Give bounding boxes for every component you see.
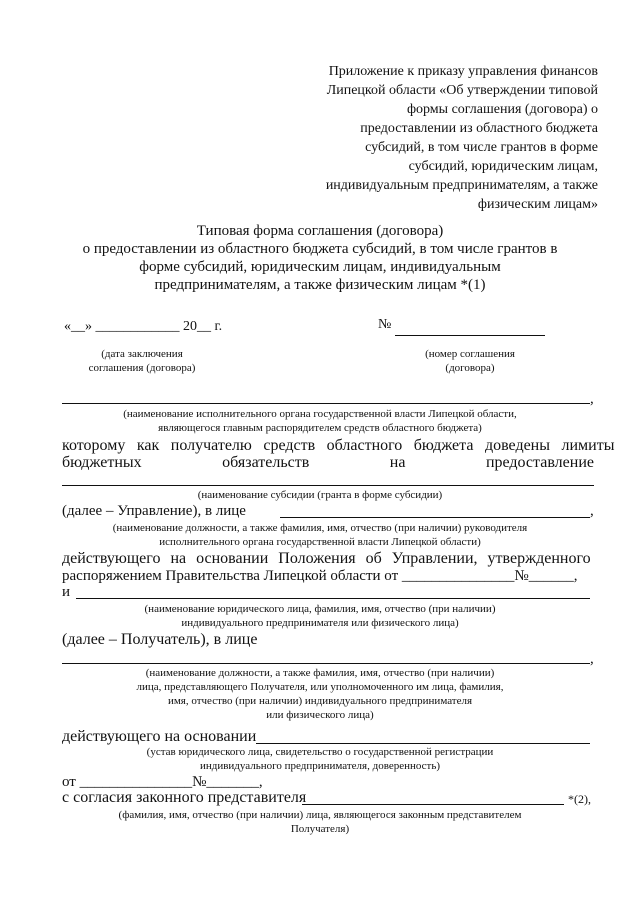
consent-note: *(2),	[568, 792, 591, 806]
consent-caption: (фамилия, имя, отчество (при наличии) лица, являющегося законным представителем Получателя)	[118, 809, 522, 835]
consent-text: с согласия законного представителя	[62, 789, 307, 806]
recipient-caption: (наименование должности, а также фамилия, имя, отчество (при наличии) лица, представляющего Получателя, или уполномоченного им лица, фамилия, имя, отчество (при наличии) индивидуального предпринимателя или физического лица)	[136, 667, 504, 721]
limits-line-1: которому как получателю средств областного бюджета доведены лимиты	[62, 437, 615, 454]
acting-text: действующего на основании	[62, 728, 257, 745]
management-field-line	[280, 517, 590, 518]
basis-line-1: действующего на основании Положения об Управлении, утвержденного	[62, 550, 591, 567]
basis-line-2: распоряжением Правительства Липецкой области от _______________№______,	[62, 568, 578, 584]
date-field	[64, 318, 222, 336]
recipient-field-line	[62, 663, 590, 664]
title-line: о предоставлении из областного бюджета субсидий, в том числе грантов в	[82, 241, 558, 257]
number-field-line	[395, 335, 545, 336]
recipient-trailing: ,	[590, 651, 594, 667]
annex-line: предоставлении из областного бюджета	[360, 121, 598, 136]
party-field-line	[76, 598, 590, 599]
number-caption: (номер соглашения (договора)	[425, 348, 515, 374]
subsidy-caption: (наименование субсидии (гранта в форме субсидии)	[197, 489, 443, 501]
date-caption: (дата заключения соглашения (договора)	[88, 348, 196, 374]
subsidy-field-line	[62, 485, 594, 486]
from-line: от _______________№_______,	[62, 774, 263, 790]
date-year: 20__ г.	[183, 319, 223, 334]
document-title	[0, 222, 640, 294]
title-line: Типовая форма соглашения (договора)	[196, 223, 444, 239]
date-day: «__»	[64, 319, 92, 334]
annex-line: Липецкой области «Об утверждении типовой	[326, 83, 598, 98]
annex-line: физическим лицам»	[477, 197, 598, 212]
annex-line: индивидуальным предпринимателям, а также	[325, 178, 598, 193]
annex-line: формы соглашения (договора) о	[406, 102, 598, 117]
management-caption: (наименование должности, а также фамилия, имя, отчество (при наличии) руководителя исполнительного органа государственной власти Липецкой области)	[112, 522, 528, 548]
authority-field-line	[62, 403, 590, 404]
limits-line-2: бюджетных обязательств на предоставление	[62, 454, 594, 471]
and-text: и	[62, 584, 71, 600]
title-line: форме субсидий, юридическим лицам, индивидуальным	[139, 259, 501, 275]
party-caption: (наименование юридического лица, фамилия, имя, отчество (при наличии) индивидуального предпринимателя или физического лица)	[144, 603, 496, 629]
annex-block	[326, 62, 598, 214]
acting-caption: (устав юридического лица, свидетельство о государственной регистрации индивидуального предпринимателя, доверенность)	[146, 746, 494, 772]
acting-field-line	[256, 743, 590, 744]
management-text: (далее – Управление), в лице	[62, 503, 246, 519]
title-line: предпринимателям, а также физическим лицам *(1)	[154, 277, 486, 293]
annex-line: Приложение к приказу управления финансов	[328, 64, 598, 79]
recipient-text: (далее – Получатель), в лице	[62, 631, 258, 648]
annex-line: субсидий, юридическим лицам,	[408, 159, 598, 174]
authority-trailing: ,	[590, 391, 594, 407]
annex-line: субсидий, в том числе грантов в форме	[365, 140, 598, 155]
number-sign: №	[378, 317, 392, 332]
management-trailing: ,	[590, 503, 594, 519]
date-month: ____________	[95, 319, 180, 334]
authority-caption: (наименование исполнительного органа государственной власти Липецкой области, являющегося главным распорядителем средств областного бюджета)	[123, 408, 517, 434]
consent-field-line	[302, 804, 564, 805]
